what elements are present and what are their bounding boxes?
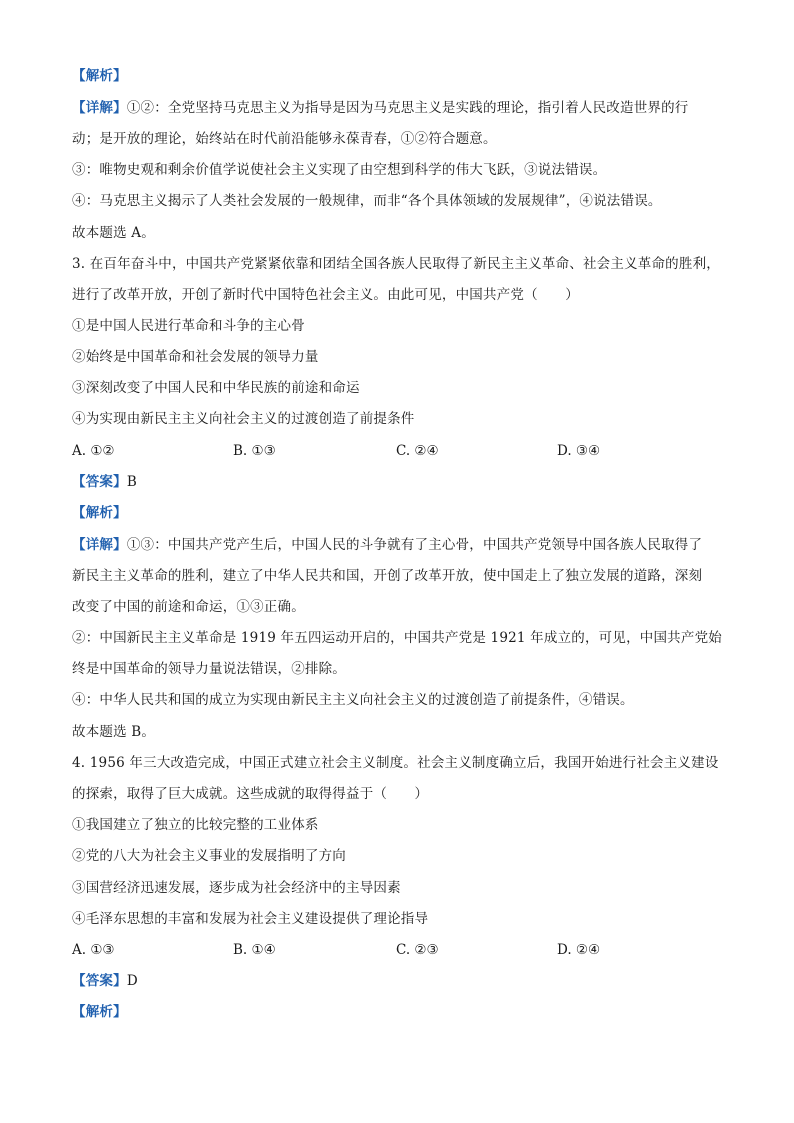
- question-3-option-1: ①是中国人民进行革命和斗争的主心骨: [72, 318, 305, 334]
- detail-paragraph: [72, 98, 689, 118]
- detail-text: ①③：中国共产党产生后，中国人民的斗争就有了主心骨，中国共产党领导中国各族人民取得了: [126, 537, 703, 553]
- question-4-stem: 4. 1956 年三大改造完成，中国正式建立社会主义制度。社会主义制度确立后，我国开始进行社会主义建设: [72, 755, 719, 771]
- question-3-analysis-heading: 【解析】: [72, 505, 127, 521]
- answer-tag: 【答案】: [72, 973, 127, 989]
- question-3-detail: [72, 535, 702, 555]
- question-3-item-2: ②：中国新民主主义革命是 1919 年五四运动开启的，中国共产党是 1921 年成立的，可见，中国共产党始: [72, 630, 722, 646]
- question-3-choice-d: D. ③④: [557, 443, 601, 459]
- detail-text-line: 动；是开放的理论，始终站在时代前沿能够永葆青春，①②符合题意。: [72, 131, 497, 147]
- analysis-heading: 【解析】: [72, 68, 127, 84]
- question-3-item-4: ④：中华人民共和国的成立为实现由新民主主义向社会主义的过渡创造了前提条件，④错误。: [72, 692, 634, 708]
- detail-tag: 【详解】: [72, 537, 127, 553]
- detail-text: ①②：全党坚持马克思主义为指导是因为马克思主义是实践的理论，指引着人民改造世界的行: [126, 100, 689, 116]
- question-4-option-2: ②党的八大为社会主义事业的发展指明了方向: [72, 848, 346, 864]
- question-3-answer: [72, 472, 137, 492]
- detail-item-3: ③：唯物史观和剩余价值学说使社会主义实现了由空想到科学的伟大飞跃，③说法错误。: [72, 162, 607, 178]
- question-3-choice-b: B. ①③: [233, 443, 276, 459]
- question-4-stem-cont: 的探索，取得了巨大成就。这些成就的取得得益于（ ）: [72, 786, 429, 802]
- question-4-choice-c: C. ②③: [396, 942, 439, 958]
- question-3-option-2: ②始终是中国革命和社会发展的领导力量: [72, 349, 319, 365]
- question-3-choice-c: C. ②④: [396, 443, 439, 459]
- answer-value: B: [126, 474, 137, 490]
- question-3-stem-cont: 进行了改革开放，开创了新时代中国特色社会主义。由此可见，中国共产党（ ）: [72, 287, 579, 303]
- question-4-choice-a: A. ①③: [72, 942, 115, 958]
- question-4-choice-b: B. ①④: [233, 942, 276, 958]
- question-3-item-2-cont: 终是中国革命的领导力量说法错误，②排除。: [72, 661, 346, 677]
- detail-item-4: ④：马克思主义揭示了人类社会发展的一般规律，而非“各个具体领域的发展规律”，④说法错误。: [72, 193, 662, 209]
- question-4-option-3: ③国营经济迅速发展，逐步成为社会经济中的主导因素: [72, 880, 401, 896]
- question-3-stem: 3. 在百年奋斗中，中国共产党紧紧依靠和团结全国各族人民取得了新民主主义革命、社会主义革命的胜利，: [72, 256, 720, 272]
- question-3-detail-line-2: 新民主主义革命的胜利，建立了中华人民共和国，开创了改革开放，使中国走上了独立发展的道路，深刻: [72, 568, 703, 584]
- answer-tag: 【答案】: [72, 474, 127, 490]
- question-4-choice-d: D. ②④: [557, 942, 601, 958]
- question-3-option-4: ④为实现由新民主主义向社会主义的过渡创造了前提条件: [72, 411, 415, 427]
- question-3-option-3: ③深刻改变了中国人民和中华民族的前途和命运: [72, 380, 360, 396]
- question-4-answer: [72, 971, 138, 991]
- detail-tag: 【详解】: [72, 100, 127, 116]
- question-3-choice-a: A. ①②: [72, 443, 115, 459]
- question-3-detail-line-3: 改变了中国的前途和命运，①③正确。: [72, 599, 305, 615]
- question-4-option-1: ①我国建立了独立的比较完整的工业体系: [72, 817, 319, 833]
- question-4-option-4: ④毛泽东思想的丰富和发展为社会主义建设提供了理论指导: [72, 911, 429, 927]
- conclusion-text: 故本题选 A。: [72, 225, 155, 241]
- question-4-analysis-heading: 【解析】: [72, 1004, 127, 1020]
- question-3-conclusion: 故本题选 B。: [72, 724, 156, 740]
- answer-value: D: [126, 973, 138, 989]
